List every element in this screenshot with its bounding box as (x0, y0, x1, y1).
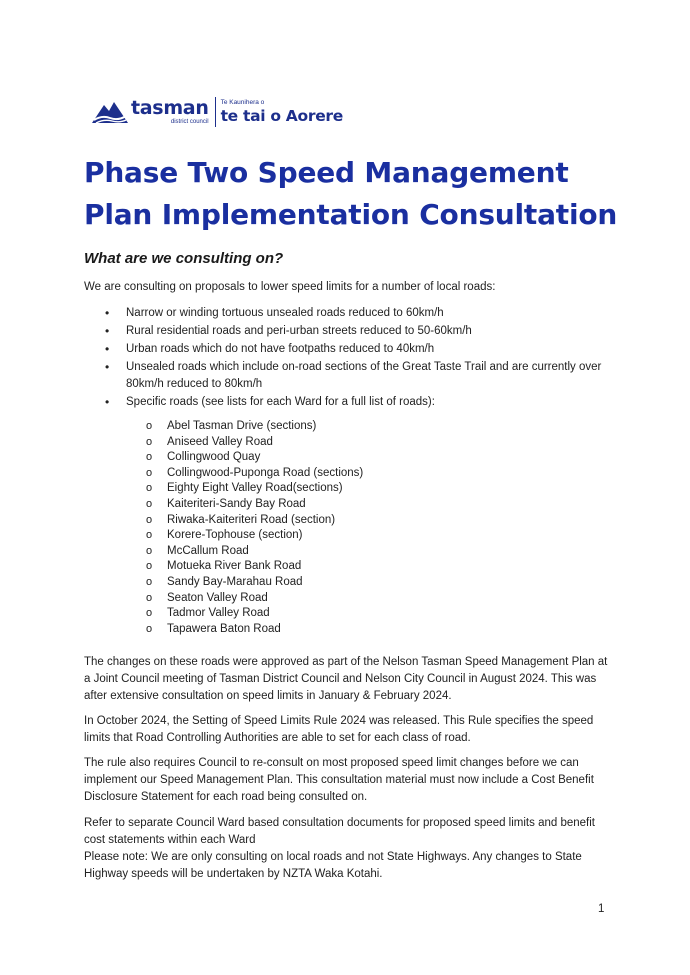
intro-paragraph: We are consulting on proposals to lower speed limits for a number of local roads: (84, 281, 496, 293)
list-item: • Specific roads (see lists for each Ward for a full list of roads): (84, 394, 614, 411)
road-item: o Tapawera Baton Road (146, 622, 566, 638)
logo-maori-name: te tai o Aorere (220, 106, 343, 125)
list-item: • Narrow or winding tortuous unsealed roads reduced to 60km/h (84, 305, 614, 322)
title-line-2: Plan Implementation Consultation (84, 198, 618, 231)
list-item: • Unsealed roads which include on-road sections of the Great Taste Trail and are currently over 80km/h reduced to 80km/h (84, 359, 614, 393)
mountain-icon (92, 99, 128, 125)
title-line-1: Phase Two Speed Management (84, 156, 569, 189)
section-heading: What are we consulting on? (84, 250, 284, 267)
road-item: o Abel Tasman Drive (sections) (146, 419, 566, 435)
logo-divider (215, 97, 216, 127)
council-logo (92, 94, 343, 130)
list-item: • Rural residential roads and peri-urban streets reduced to 50-60km/h (84, 323, 614, 340)
road-item: o Korere-Tophouse (section) (146, 528, 566, 544)
road-item: o Collingwood Quay (146, 450, 566, 466)
paragraph-approval: The changes on these roads were approved as part of the Nelson Tasman Speed Management Plan at a Joint Council meeting of Tasman District Council and Nelson City Council in August 2024. This was after extensive consultation on speed limits in January & February 2024. (84, 656, 608, 702)
road-item: o Aniseed Valley Road (146, 435, 566, 451)
roads-list (146, 419, 566, 637)
page-number: 1 (598, 903, 605, 915)
road-item: o Collingwood-Puponga Road (sections) (146, 466, 566, 482)
logo-maori-small: Te Kaunihera o (220, 99, 265, 106)
road-item: o Sandy Bay-Marahau Road (146, 575, 566, 591)
road-item: o Riwaka-Kaiteriteri Road (section) (146, 513, 566, 529)
paragraph-rule-release: In October 2024, the Setting of Speed Limits Rule 2024 was released. This Rule specifies the speed limits that Road Controlling Authorities are able to set for each class of road. (84, 715, 594, 744)
bullet-list (84, 305, 614, 412)
list-item: • Urban roads which do not have footpaths reduced to 40km/h (84, 341, 614, 358)
road-item: o Seaton Valley Road (146, 591, 566, 607)
page-title (84, 152, 644, 236)
logo-subtitle: district council (170, 119, 209, 125)
paragraph-reconsult: The rule also requires Council to re-consult on most proposed speed limit changes before we can implement our Speed Management Plan. This consultation material must now include a Cost Benefit Disclosure Statement for each road being consulted on. (84, 757, 594, 803)
logo-wordmark: tasman (131, 97, 209, 119)
road-item: o Eighty Eight Valley Road(sections) (146, 481, 566, 497)
paragraph-refer-ward-docs: Refer to separate Council Ward based consultation documents for proposed speed limits and benefit cost statements within each Ward (84, 817, 595, 846)
paragraph-please-note: Please note: We are only consulting on local roads and not State Highways. Any changes to State Highway speeds will be undertaken by NZTA Waka Kotahi. (84, 851, 582, 880)
road-item: o Kaiteriteri-Sandy Bay Road (146, 497, 566, 513)
road-item: o Tadmor Valley Road (146, 606, 566, 622)
road-item: o Motueka River Bank Road (146, 559, 566, 575)
road-item: o McCallum Road (146, 544, 566, 560)
